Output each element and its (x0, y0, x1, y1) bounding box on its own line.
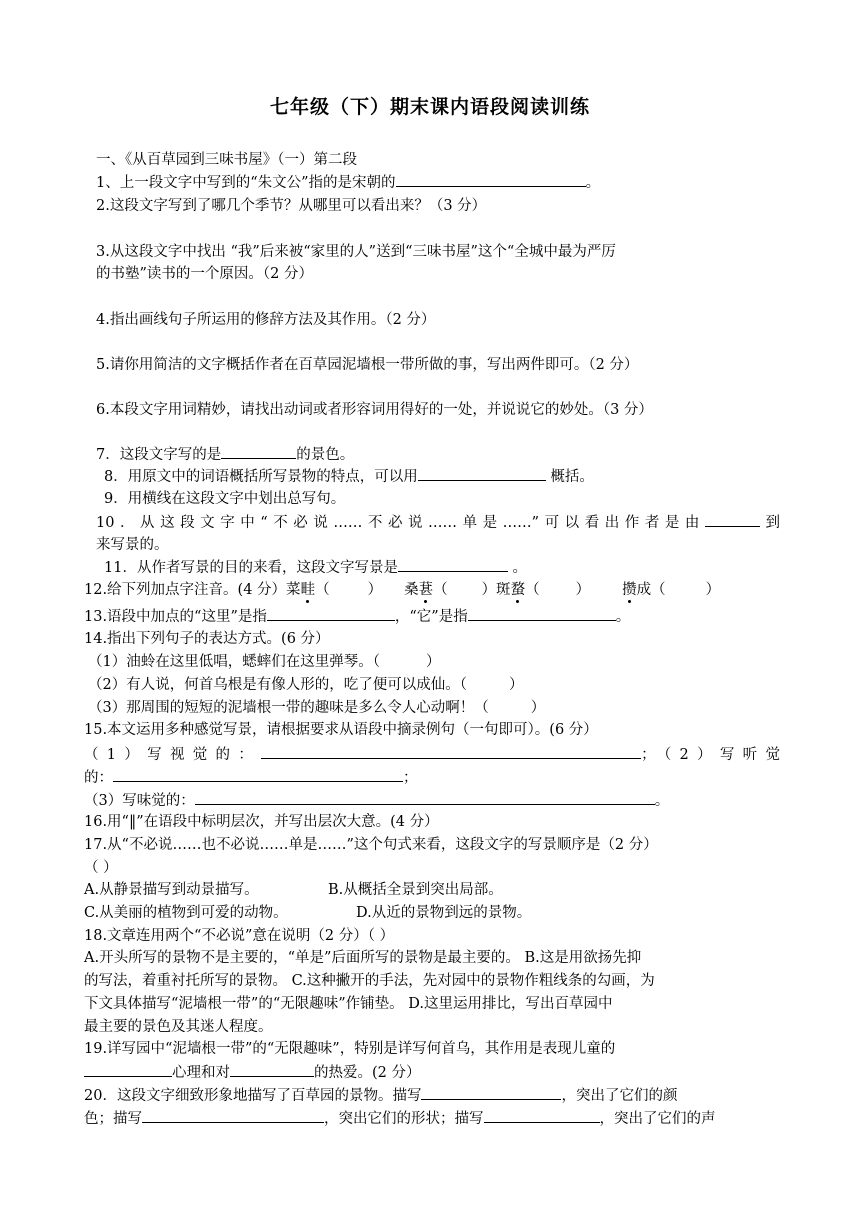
question-18-line3: 的写法，着重衬托所写的景物。 C.这种撇开的手法，先对园中的景物作粗线条的勾画，为 (84, 973, 655, 989)
question-17-answer-paren: （ ） (84, 860, 118, 876)
question-2: 2.这段文字写到了哪几个季节？从哪里可以看出来？（3 分） (96, 198, 487, 214)
answer-blank[interactable] (84, 1062, 172, 1077)
question-13: 13.语段中加点的“这里”是指 ，“它”是指 。 (84, 606, 630, 627)
question-11: 11．从作者写景的目的来看，这段文字写景是 。 (104, 557, 527, 578)
answer-blank[interactable] (398, 557, 508, 572)
question-14: 14.指出下列句子的表达方式。(6 分） (84, 631, 330, 647)
question-6: 6.本段文字用词精妙，请找出动词或者形容词用得好的一处，并说说它的妙处。（3 分） (96, 402, 653, 418)
question-19-line2: 心理和对 的热爱。(2 分） (84, 1062, 421, 1083)
question-5: 5.请你用简洁的文字概括作者在百草园泥墙根一带所做的事，写出两件即可。（2 分） (96, 357, 639, 373)
answer-blank[interactable] (113, 767, 403, 782)
question-9: 9．用横线在这段文字中划出总写句。 (104, 491, 346, 507)
answer-blank[interactable] (421, 1085, 561, 1100)
question-17-option-a: A.从静景描写到动景描写。 (84, 882, 259, 898)
answer-blank[interactable] (230, 1062, 314, 1077)
question-18-line2: A.开头所写的景物不是主要的，“单是”后面所写的景物是最主要的。 B.这是用欲扬先抑 (84, 950, 642, 966)
answer-blank[interactable] (418, 466, 546, 481)
question-20-line1: 20．这段文字细致形象地描写了百草园的景物。描写 ，突出了它们的颜 (84, 1085, 677, 1106)
question-12: 12.给下列加点字注音。(4 分）菜畦（ ） 桑葚（ ）斑蝥（ ） 攒成（ ） (84, 582, 721, 598)
answer-blank[interactable] (142, 1108, 324, 1123)
question-4: 4.指出画线句子所运用的修辞方法及其作用。（2 分） (96, 312, 436, 328)
question-8: 8．用原文中的词语概括所写景物的特点，可以用 概括。 (104, 466, 594, 487)
question-17-line1: 17.从“不必说……也不必说……单是……”这个句式来看，这段文字的写景顺序是（2 分） (84, 837, 658, 853)
answer-blank[interactable] (396, 172, 586, 187)
question-17-option-d: D.从近的景物到远的景物。 (356, 905, 532, 921)
question-14-item-1: （1）油蛉在这里低唱，蟋蟀们在这里弹琴。（ ） (88, 654, 441, 670)
question-15-line2: 的： ； (84, 767, 418, 788)
question-15-line3: （3）写味觉的： 。 (84, 790, 669, 811)
dotted-char: 攒 (622, 582, 637, 598)
answer-blank[interactable] (221, 444, 296, 459)
answer-blank[interactable] (261, 744, 641, 759)
question-18-line4: 下文具体描写“泥墙根一带”的“无限趣味”作铺垫。 D.这里运用排比，写出百草园中 (84, 996, 613, 1012)
question-7: 7．这段文字写的是 的景色。 (96, 444, 354, 465)
question-15: 15.本文运用多种感觉写景，请根据要求从语段中摘录例句（一句即可）。(6 分） (84, 722, 598, 738)
question-17-option-c: C.从美丽的植物到可爱的动物。 (84, 905, 288, 921)
dotted-char: 葚 (418, 582, 434, 598)
question-17-option-b: B.从概括全景到突出局部。 (328, 882, 503, 898)
question-16: 16.用“‖”在语段中标明层次，并写出层次大意。(4 分） (84, 814, 439, 830)
question-20-line2: 色；描写 ，突出它们的形状；描写 ，突出了它们的声 (84, 1108, 716, 1129)
question-3-line2: 的书塾”读书的一个原因。（2 分） (96, 266, 313, 282)
dotted-char: 畦 (300, 582, 316, 598)
section-heading: 一、《从百草园到三味书屋》（一）第二段 (96, 152, 357, 168)
question-10-line1: 10．从这段文字中“不必说……不必说……单是……”可以看出作者是由 到 (96, 512, 780, 533)
answer-blank[interactable] (705, 512, 760, 527)
answer-blank[interactable] (195, 790, 655, 805)
question-18-line5: 最主要的景色及其迷人程度。 (84, 1019, 273, 1035)
question-14-item-2: （2）有人说，何首乌根是有像人形的，吃了便可以成仙。（ ） (88, 677, 524, 693)
answer-blank[interactable] (267, 606, 395, 621)
question-1: 1、上一段文字中写到的“朱文公”指的是宋朝的 。 (96, 172, 600, 193)
question-19-line1: 19.详写园中“泥墙根一带”的“无限趣味”，特别是详写何首乌，其作用是表现儿童的 (84, 1041, 616, 1057)
question-10-line2: 来写景的。 (96, 537, 169, 553)
question-18-line1: 18.文章连用两个“不必说”意在说明（2 分）（ ） (84, 928, 395, 944)
page-title: 七年级（下）期末课内语段阅读训练 (269, 96, 590, 118)
dotted-char: 蝥 (510, 582, 526, 598)
question-3-line1: 3.从这段文字中找出 “我”后来被“家里的人”送到“三味书屋”这个“全城中最为严厉 (96, 244, 616, 260)
answer-blank[interactable] (468, 606, 616, 621)
answer-blank[interactable] (484, 1108, 600, 1123)
question-14-item-3: （3）那周围的短短的泥墙根一带的趣味是多么令人心动啊！（ ） (88, 700, 546, 716)
question-15-line1: （1）写视觉的： ；（2）写听觉 (84, 744, 780, 765)
